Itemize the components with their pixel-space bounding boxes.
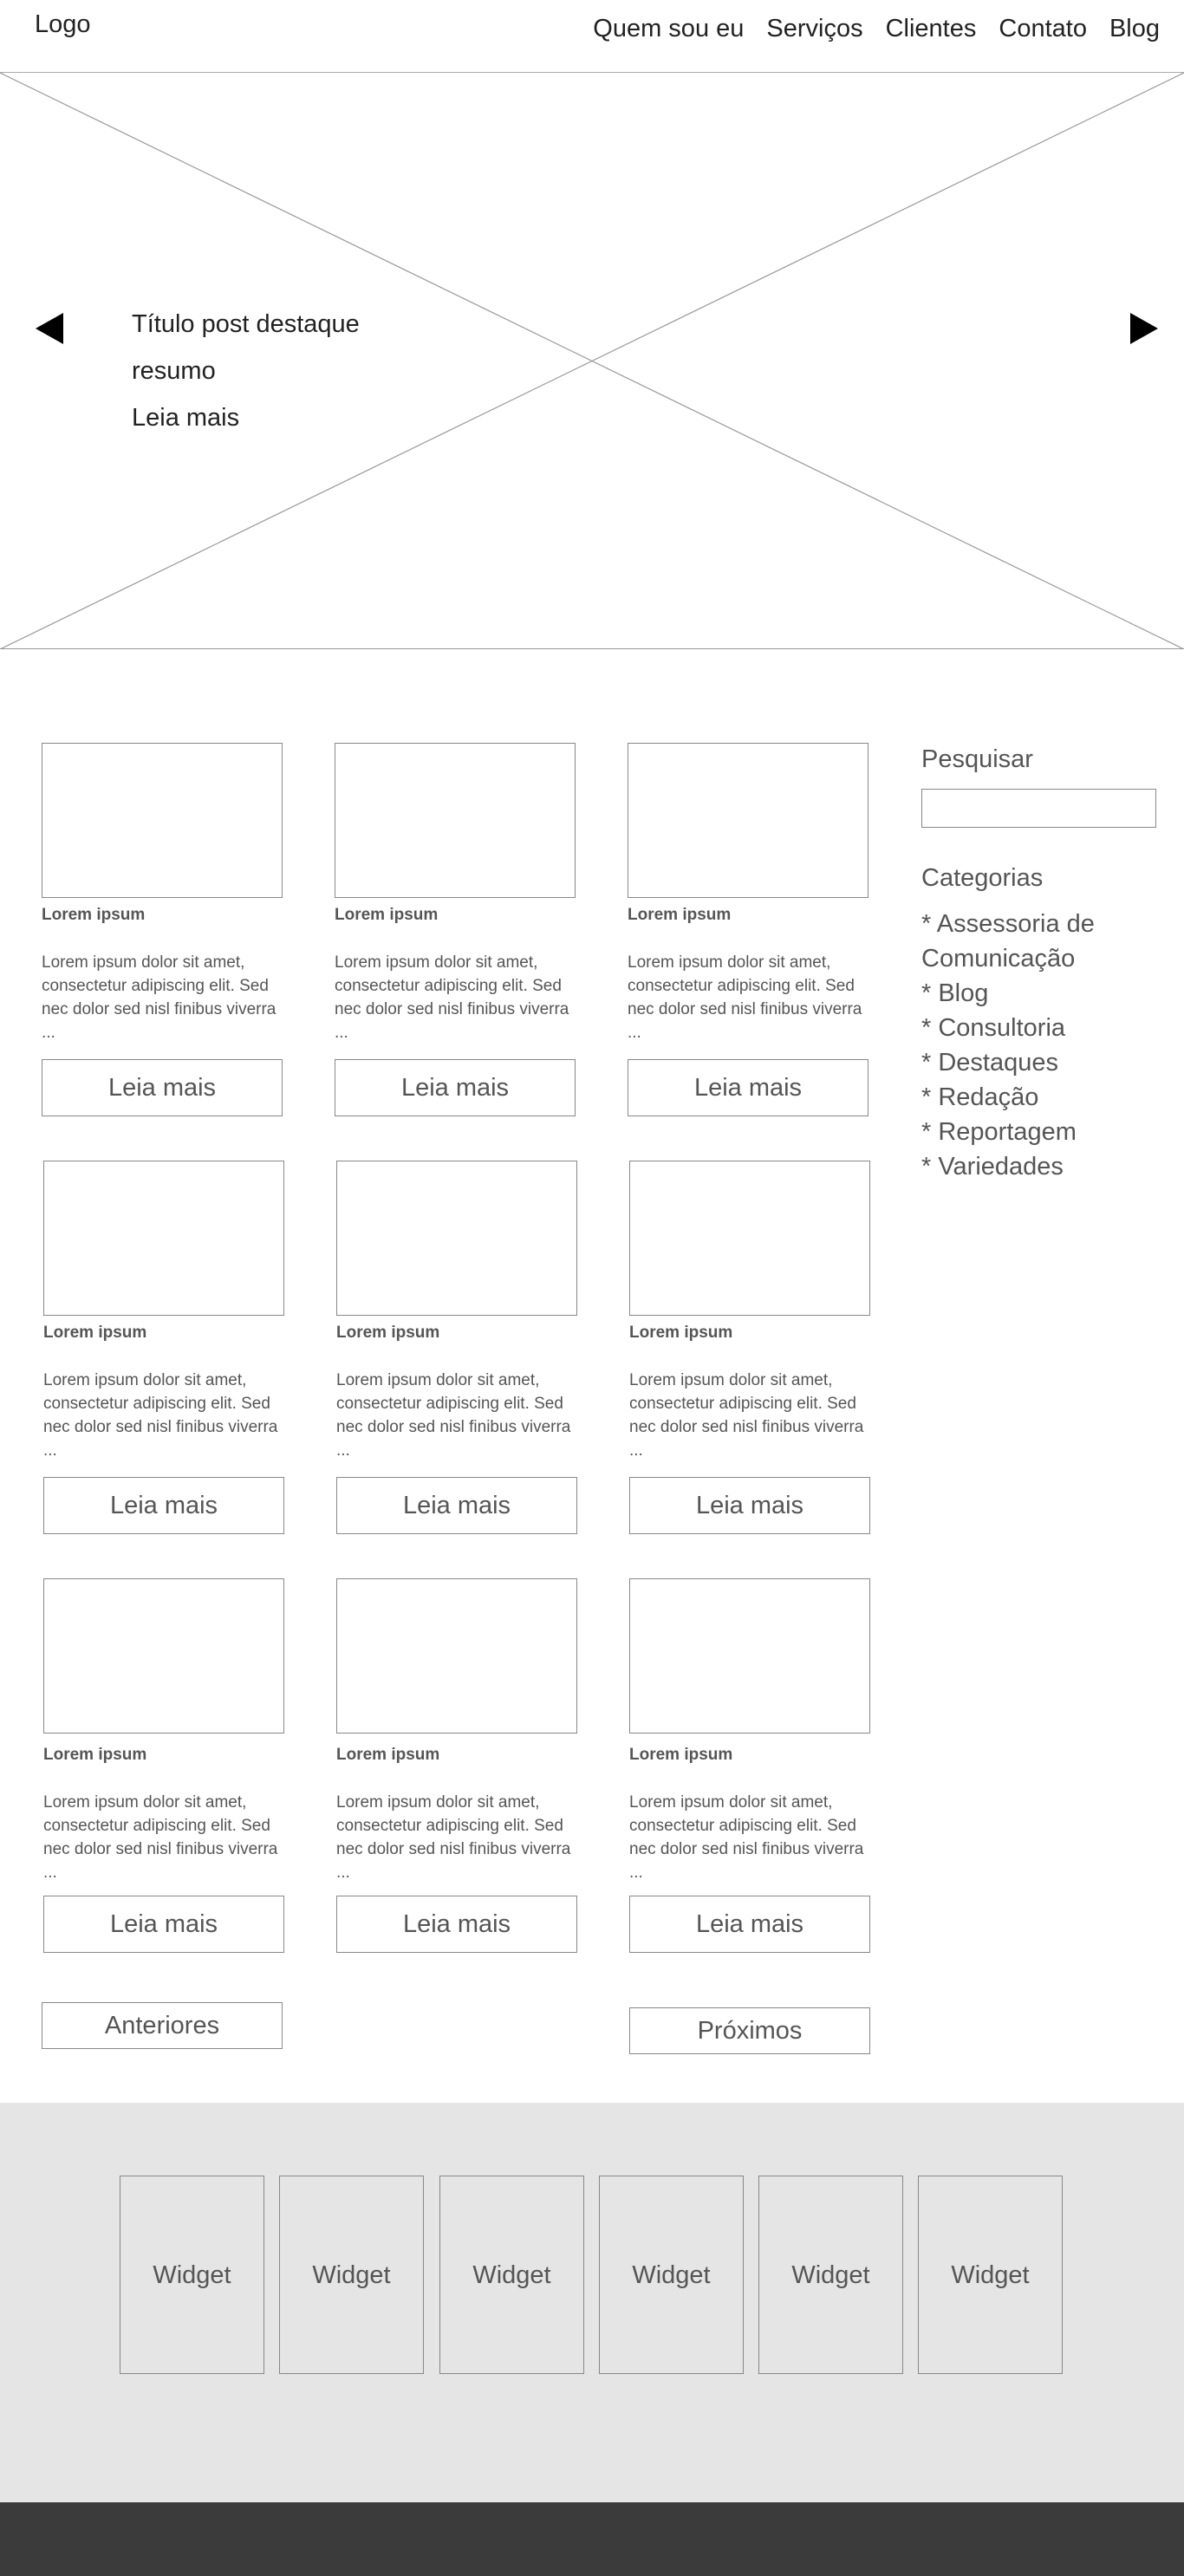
nav-link-blog[interactable]: Blog (1109, 15, 1160, 42)
post-excerpt: Lorem ipsum dolor sit amet, consectetur adipiscing elit. Sed nec dolor sed nisl finibus viverra ... (43, 1793, 278, 1882)
post-title[interactable]: Lorem ipsum (629, 1746, 733, 1764)
post-title[interactable]: Lorem ipsum (628, 906, 732, 924)
post-excerpt: Lorem ipsum dolor sit amet, consectetur adipiscing elit. Sed nec dolor sed nisl finibus viverra ... (43, 1371, 278, 1460)
search-label: Pesquisar (921, 745, 1033, 773)
post-thumbnail[interactable] (43, 1161, 284, 1316)
hero-title: Título post destaque (132, 310, 360, 338)
read-more-button[interactable]: Leia mais (42, 1059, 283, 1116)
next-page-button[interactable]: Próximos (629, 2007, 870, 2054)
read-more-button[interactable]: Leia mais (629, 1896, 870, 1953)
post-excerpt: Lorem ipsum dolor sit amet, consectetur adipiscing elit. Sed nec dolor sed nisl finibus viverra ... (629, 1793, 864, 1882)
category-item-consultoria[interactable]: * Consultoria (921, 1014, 1066, 1042)
read-more-button[interactable]: Leia mais (629, 1477, 870, 1534)
category-item-blog[interactable]: * Blog (921, 979, 989, 1007)
post-title[interactable]: Lorem ipsum (335, 906, 439, 924)
hero-slider (0, 73, 1184, 649)
post-excerpt: Lorem ipsum dolor sit amet, consectetur adipiscing elit. Sed nec dolor sed nisl finibus viverra ... (42, 953, 276, 1042)
widget-box: Widget (120, 2176, 264, 2374)
read-more-button[interactable]: Leia mais (43, 1896, 284, 1953)
widget-box: Widget (279, 2176, 424, 2374)
post-title[interactable]: Lorem ipsum (629, 1324, 733, 1342)
post-thumbnail[interactable] (43, 1578, 284, 1734)
post-title[interactable]: Lorem ipsum (43, 1324, 147, 1342)
post-thumbnail[interactable] (336, 1161, 577, 1316)
widget-box: Widget (439, 2176, 584, 2374)
widget-area (0, 2103, 1184, 2502)
post-thumbnail[interactable] (628, 743, 868, 898)
post-excerpt: Lorem ipsum dolor sit amet, consectetur adipiscing elit. Sed nec dolor sed nisl finibus viverra ... (629, 1371, 864, 1460)
previous-page-button[interactable]: Anteriores (42, 2002, 283, 2049)
post-title[interactable]: Lorem ipsum (42, 906, 146, 924)
post-thumbnail[interactable] (336, 1578, 577, 1734)
read-more-button[interactable]: Leia mais (335, 1059, 576, 1116)
post-excerpt: Lorem ipsum dolor sit amet, consectetur adipiscing elit. Sed nec dolor sed nisl finibus viverra ... (336, 1793, 571, 1882)
category-item-reportagem[interactable]: * Reportagem (921, 1118, 1077, 1146)
post-excerpt: Lorem ipsum dolor sit amet, consectetur adipiscing elit. Sed nec dolor sed nisl finibus viverra ... (335, 953, 569, 1042)
post-excerpt: Lorem ipsum dolor sit amet, consectetur adipiscing elit. Sed nec dolor sed nisl finibus viverra ... (336, 1371, 571, 1460)
post-title[interactable]: Lorem ipsum (336, 1746, 440, 1764)
read-more-button[interactable]: Leia mais (336, 1896, 577, 1953)
search-input[interactable] (921, 789, 1156, 828)
site-footer (0, 2502, 1184, 2576)
post-excerpt: Lorem ipsum dolor sit amet, consectetur adipiscing elit. Sed nec dolor sed nisl finibus viverra ... (628, 953, 862, 1042)
nav-link-quem-sou-eu[interactable]: Quem sou eu (593, 15, 745, 42)
post-title[interactable]: Lorem ipsum (43, 1746, 147, 1764)
hero-read-more-link[interactable]: Leia mais (132, 404, 240, 432)
category-list (921, 907, 1164, 1184)
main-nav (593, 15, 1160, 43)
post-thumbnail[interactable] (629, 1578, 870, 1734)
category-item-redacao[interactable]: * Redação (921, 1083, 1039, 1111)
post-thumbnail[interactable] (335, 743, 576, 898)
category-item-destaques[interactable]: * Destaques (921, 1049, 1058, 1077)
read-more-button[interactable]: Leia mais (43, 1477, 284, 1534)
slider-prev-arrow-icon[interactable] (36, 313, 63, 344)
categories-label: Categorias (921, 864, 1044, 892)
nav-link-clientes[interactable]: Clientes (885, 15, 977, 42)
nav-link-servicos[interactable]: Serviços (766, 15, 863, 42)
site-header (0, 0, 1184, 73)
slider-next-arrow-icon[interactable] (1130, 313, 1158, 344)
read-more-button[interactable]: Leia mais (336, 1477, 577, 1534)
read-more-button[interactable]: Leia mais (628, 1059, 868, 1116)
widget-box: Widget (918, 2176, 1063, 2374)
widget-box: Widget (599, 2176, 744, 2374)
category-item-variedades[interactable]: * Variedades (921, 1153, 1064, 1181)
category-item-assessoria[interactable]: * Assessoria de Comunicação (921, 910, 1095, 973)
post-title[interactable]: Lorem ipsum (336, 1324, 440, 1342)
post-thumbnail[interactable] (42, 743, 283, 898)
hero-summary: resumo (132, 357, 216, 385)
post-thumbnail[interactable] (629, 1161, 870, 1316)
logo[interactable]: Logo (35, 10, 91, 38)
widget-box: Widget (758, 2176, 903, 2374)
nav-link-contato[interactable]: Contato (999, 15, 1087, 42)
